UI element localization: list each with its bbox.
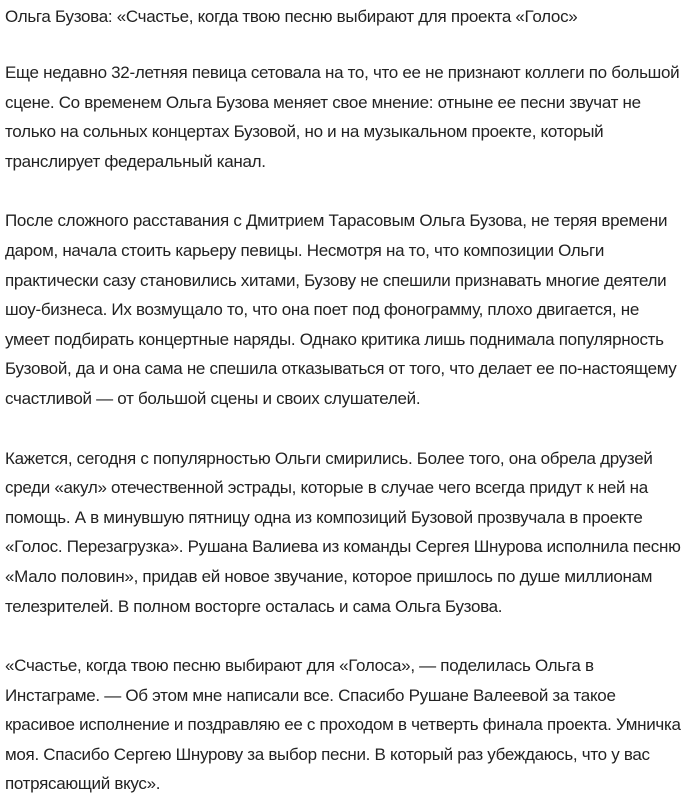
article-paragraph-1: Еще недавно 32-летняя певица сетовала на то, что ее не признают коллеги по большой сцене. Со временем Ольга Бузова меняет свое мнение: отныне ее песни звучат не только на сольных концертах Бузовой, но и на музыкальном проекте, который транслирует федеральный канал. xyxy=(5,63,680,171)
article-paragraph-2: После сложного расставания с Дмитрием Тарасовым Ольга Бузова, не теряя времени даром, начала стоить карьеру певицы. Несмотря на то, что композиции Ольги практически сазу становились хитами, Бузову не спешили признавать многие деятели шоу-бизнеса. Их возмущало то, что она поет под фонограмму, плохо двигается, не умеет подбирать концертные наряды. Однако критика лишь поднимала популярность Бузовой, да и она сама не спешила отказываться от того, что делает ее по-настоящему счастливой — от большой сцены и своих слушателей. xyxy=(5,211,677,408)
article-paragraph-4: «Счастье, когда твою песню выбирают для «Голоса», — поделилась Ольга в Инстаграме. — Об этом мне написали все. Спасибо Рушане Валеевой за такое красивое исполнение и поздравляю ее с проходом в четверть финала проекта. Умничка моя. Спасибо Сергею Шнурову за выбор песни. В который раз убеждаюсь, что у вас потрясающий вкус». xyxy=(5,656,681,794)
article-title: Ольга Бузова: «Счастье, когда твою песню выбирают для проекта «Голос» xyxy=(5,7,578,26)
article-paragraph-3: Кажется, сегодня с популярностью Ольги смирились. Более того, она обрела друзей среди «акул» отечественной эстрады, которые в случае чего всегда придут к ней на помощь. А в минувшую пятницу одна из композиций Бузовой прозвучала в проекте «Голос. Перезагрузка». Рушана Валиева из команды Сергея Шнурова исполнила песню «Мало половин», придав ей новое звучание, которое пришлось по душе миллионам телезрителей. В полном восторге осталась и сама Ольга Бузова. xyxy=(5,448,681,616)
